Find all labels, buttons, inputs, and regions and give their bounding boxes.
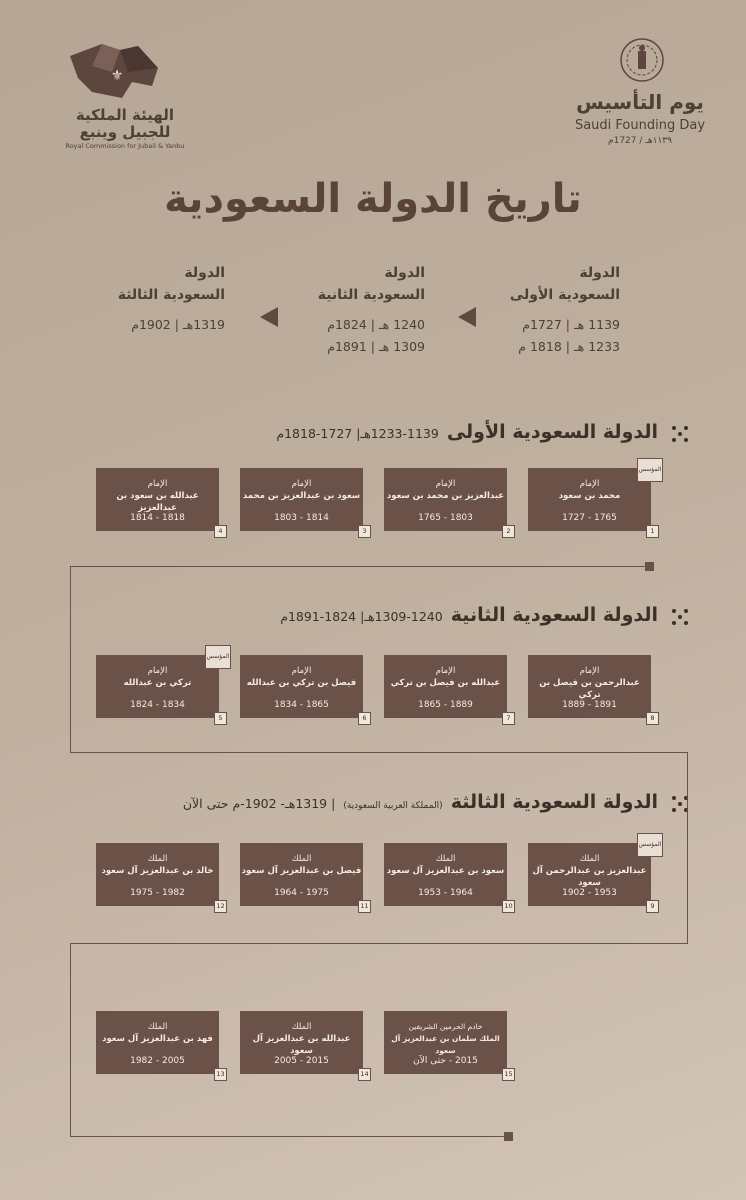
summary-date-start: 1139 هـ | 1727م — [522, 317, 620, 332]
ruler-title: الإمام — [291, 479, 312, 489]
ruler-years: 2015 - حتى الآن — [413, 1056, 478, 1066]
ruler-name: عبدالله بن فيصل بن تركي — [390, 678, 501, 688]
ruler-number: 7 — [502, 712, 515, 725]
section-title: الدولة السعودية الثالثة — [450, 791, 658, 813]
ruler-number: 12 — [214, 900, 227, 913]
section-heading-second — [280, 604, 658, 626]
ruler-years: 1765 - 1727 — [562, 513, 617, 523]
ruler-number: 13 — [214, 1068, 227, 1081]
ruler-name: محمد بن سعود — [558, 491, 621, 501]
ruler-title: الملك — [147, 1022, 168, 1032]
timeline-connector — [70, 566, 648, 567]
section-heading-first — [276, 421, 658, 443]
founder-badge: المؤسس — [637, 458, 663, 482]
section-dates: 1240-1309هـ| 1824-1891م — [280, 609, 443, 624]
ruler-title: الإمام — [291, 666, 312, 676]
timeline-connector — [70, 943, 688, 944]
ruler-number: 9 — [646, 900, 659, 913]
ruler-title: الإمام — [579, 666, 600, 676]
section-title: الدولة السعودية الأولى — [446, 421, 658, 443]
founding-day-logo — [570, 36, 710, 166]
timeline-end-marker — [504, 1132, 513, 1141]
ruler-number: 14 — [358, 1068, 371, 1081]
ruler-name: تركي بن عبدالله — [123, 678, 192, 688]
ruler-card — [240, 655, 367, 722]
ruler-name: فهد بن عبدالعزيز آل سعود — [102, 1034, 213, 1044]
ruler-name: فيصل بن تركي بن عبدالله — [246, 678, 357, 688]
ruler-number: 1 — [646, 525, 659, 538]
founder-badge: المؤسس — [637, 833, 663, 857]
ruler-years: 1865 - 1834 — [274, 700, 329, 710]
dots-ornament-icon — [670, 607, 690, 627]
ruler-title: الملك — [147, 854, 168, 864]
ruler-name: عبدالعزيز بن عبدالرحمن آل سعود — [532, 866, 647, 888]
ruler-title: الملك — [579, 854, 600, 864]
timeline-connector — [70, 566, 71, 753]
ruler-card — [240, 1011, 369, 1078]
summary-date-end: 1233 هـ | 1818 م — [518, 339, 620, 354]
arrow-left-icon — [260, 307, 278, 327]
ruler-card — [528, 655, 655, 722]
ruler-number: 6 — [358, 712, 371, 725]
section-title: الدولة السعودية الثانية — [450, 604, 658, 626]
ruler-card — [384, 843, 513, 910]
ruler-card — [96, 843, 225, 910]
ruler-name: عبدالله بن عبدالعزيز آل سعود — [252, 1034, 351, 1056]
ruler-number: 3 — [358, 525, 371, 538]
summary-name-line1: الدولة — [384, 265, 425, 281]
ruler-years: 1814 - 1803 — [274, 513, 329, 523]
ruler-number: 10 — [502, 900, 515, 913]
ruler-years: 1982 - 1975 — [130, 888, 185, 898]
ruler-name: الملك سلمان بن عبدالعزيز آل سعود — [391, 1034, 500, 1055]
ruler-card — [96, 1011, 225, 1078]
section-heading-third — [183, 791, 658, 813]
svg-text:⚜: ⚜ — [110, 68, 124, 84]
ruler-card — [384, 655, 511, 722]
section-note: (المملكة العربية السعودية) — [343, 801, 443, 811]
timeline-end-marker — [645, 562, 654, 571]
ruler-number: 15 — [502, 1068, 515, 1081]
rc-name-ar-2: للجبيل وينبع — [79, 123, 171, 141]
page-title: تاريخ الدولة السعودية — [164, 176, 582, 222]
summary-name-line1: الدولة — [184, 265, 225, 281]
summary-name-line2: السعودية الثانية — [317, 287, 425, 303]
ruler-name: عبدالرحمن بن فيصل بن تركي — [539, 678, 640, 700]
ruler-name: فيصل بن عبدالعزيز آل سعود — [241, 866, 362, 876]
section-dates: 1139-1233هـ| 1727-1818م — [276, 426, 439, 441]
ruler-title: الملك — [291, 854, 312, 864]
ruler-number: 5 — [214, 712, 227, 725]
ruler-name: سعود بن عبدالعزيز آل سعود — [386, 866, 505, 876]
ruler-years: 1818 - 1814 — [130, 513, 185, 523]
ruler-title: الإمام — [435, 479, 456, 489]
summary-date-end: 1309 هـ | 1891م — [327, 339, 425, 354]
ruler-title: الإمام — [147, 666, 168, 676]
summary-date-start: 1240 هـ | 1824م — [327, 317, 425, 332]
rc-name-en: Royal Commission for Jubail & Yanbu — [65, 142, 185, 150]
summary-name-line1: الدولة — [579, 265, 620, 281]
founding-day-emblem-icon — [618, 36, 666, 84]
dots-ornament-icon — [670, 424, 690, 444]
summary-third-state — [45, 262, 225, 336]
founding-day-en: Saudi Founding Day — [574, 118, 706, 133]
ruler-card — [240, 843, 369, 910]
summary-name-line2: السعودية الثالثة — [117, 287, 225, 303]
summary-name-line2: السعودية الأولى — [509, 287, 620, 303]
ruler-years: 1889 - 1865 — [418, 700, 473, 710]
ruler-years: 1964 - 1953 — [418, 888, 473, 898]
ruler-years: 1953 - 1902 — [562, 888, 617, 898]
ruler-title: الملك — [435, 854, 456, 864]
royal-commission-emblem-icon — [62, 42, 172, 102]
ruler-years: 1975 - 1964 — [274, 888, 329, 898]
ruler-card — [384, 468, 511, 535]
ruler-years: 2005 - 1982 — [130, 1056, 185, 1066]
ruler-card — [96, 468, 223, 535]
ruler-number: 8 — [646, 712, 659, 725]
ruler-name: عبدالله بن سعود بن عبدالعزيز — [116, 491, 199, 513]
timeline-connector — [70, 943, 71, 1137]
founding-day-date: ١١٣٩هـ / 1727م — [608, 136, 672, 146]
ruler-number: 4 — [214, 525, 227, 538]
founding-day-ar: يوم التأسيس — [576, 90, 704, 114]
ruler-number: 11 — [358, 900, 371, 913]
ruler-card — [240, 468, 367, 535]
ruler-name: سعود بن عبدالعزيز بن محمد — [242, 491, 361, 501]
ruler-title: الملك — [291, 1022, 312, 1032]
ruler-number: 2 — [502, 525, 515, 538]
timeline-connector — [687, 752, 688, 944]
timeline-connector — [70, 752, 688, 753]
ruler-years: 1834 - 1824 — [130, 700, 185, 710]
timeline-connector — [70, 1136, 508, 1137]
ruler-title: خادم الحرمين الشريفين — [408, 1022, 483, 1031]
ruler-years: 1803 - 1765 — [418, 513, 473, 523]
section-dates: | 1319هـ- 1902-م حتى الآن — [182, 796, 336, 811]
ruler-title: الإمام — [435, 666, 456, 676]
ruler-name: عبدالعزيز بن محمد بن سعود — [386, 491, 505, 501]
royal-commission-logo — [40, 42, 210, 150]
ruler-years: 1891 - 1889 — [562, 700, 617, 710]
rc-name-ar-1: الهيئة الملكية — [75, 106, 175, 124]
summary-date-start: 1319هـ | 1902م — [131, 317, 225, 332]
ruler-years: 2015 - 2005 — [274, 1056, 329, 1066]
ruler-title: الإمام — [147, 479, 168, 489]
arrow-left-icon — [458, 307, 476, 327]
founder-badge: المؤسس — [205, 645, 231, 669]
ruler-card — [384, 1011, 513, 1078]
ruler-title: الإمام — [579, 479, 600, 489]
ruler-name: خالد بن عبدالعزيز آل سعود — [101, 866, 214, 876]
